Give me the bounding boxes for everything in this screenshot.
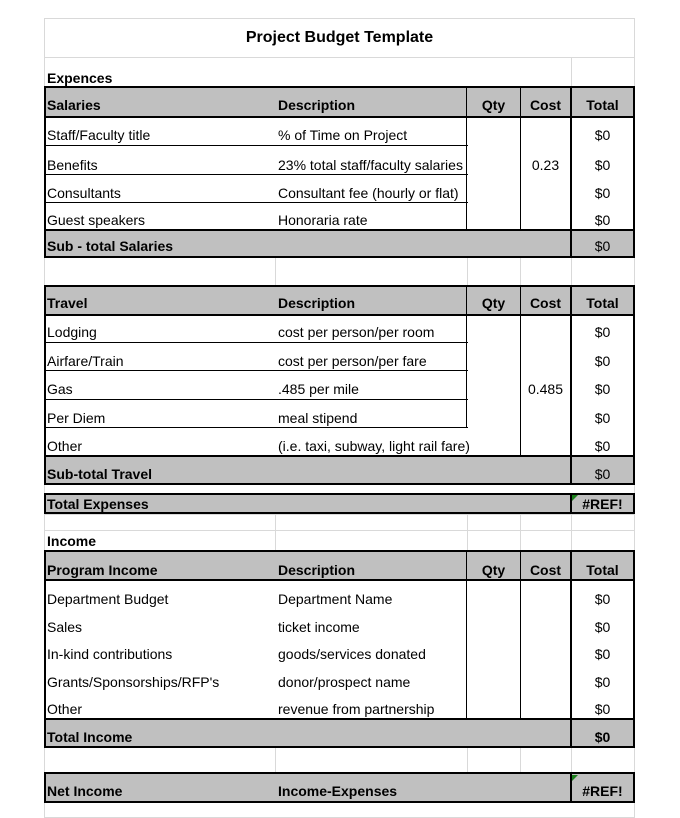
table-border [570,772,572,803]
travel-row-item[interactable]: Gas [47,381,73,397]
salaries-subtotal-value[interactable]: $0 [594,238,611,254]
salaries-row-description[interactable]: 23% total staff/faculty salaries [278,157,463,173]
total-expenses-label: Total Expenses [47,496,149,512]
travel-row-total[interactable]: $0 [594,438,611,454]
gridline [571,257,572,285]
salaries-cost-header: Cost [529,97,562,113]
gridline [275,514,276,550]
table-border [44,550,46,748]
gridline [520,748,521,772]
travel-row-item[interactable]: Lodging [47,324,97,340]
travel-row-item[interactable]: Airfare/Train [47,353,124,369]
table-border [44,550,635,552]
gridline [44,57,635,58]
income-row-description[interactable]: revenue from partnership [278,701,435,717]
table-border [466,550,467,719]
salaries-row-item[interactable]: Guest speakers [47,212,146,228]
gridline [520,514,521,550]
income-row-description[interactable]: goods/services donated [278,646,426,662]
table-border [44,512,635,514]
table-border [44,285,46,485]
table-border [44,202,468,203]
travel-qty-header: Qty [481,295,506,311]
income-row-item[interactable]: Department Budget [47,591,169,607]
gridline [467,748,468,772]
salaries-row-total[interactable]: $0 [594,185,611,201]
table-border [633,86,635,258]
income-description-header: Description [278,562,356,578]
table-border [44,116,635,118]
salaries-row-description[interactable]: % of Time on Project [278,127,408,143]
travel-header: Travel [47,295,88,311]
net-income-description: Income-Expenses [278,783,398,799]
gridline [571,514,572,550]
table-border [44,370,468,371]
table-border [44,427,468,428]
income-row-total[interactable]: $0 [594,646,611,662]
salaries-row-cost[interactable]: 0.23 [531,157,560,173]
salaries-row-item[interactable]: Consultants [47,185,121,201]
table-border [44,801,635,803]
salaries-row-total[interactable]: $0 [594,157,611,173]
table-border [44,86,635,88]
gridline [467,257,468,285]
salaries-row-description[interactable]: Consultant fee (hourly or flat) [278,185,459,201]
net-income-value[interactable]: #REF! [582,783,623,799]
table-border [570,550,572,748]
formula-error-indicator [572,495,578,501]
table-border [44,493,46,514]
income-row-description[interactable]: donor/prospect name [278,674,411,690]
table-border [466,285,467,427]
income-row-item[interactable]: Other [47,701,83,717]
table-border [44,145,468,146]
table-border [44,174,468,175]
travel-row-description[interactable]: cost per person/per fare [278,353,427,369]
travel-row-item[interactable]: Per Diem [47,410,106,426]
income-row-description[interactable]: ticket income [278,619,360,635]
travel-row-total[interactable]: $0 [594,381,611,397]
table-border [466,86,467,230]
salaries-qty-header: Qty [481,97,506,113]
table-border [44,285,635,287]
income-cost-header: Cost [529,562,562,578]
travel-row-description[interactable]: cost per person/per room [278,324,435,340]
travel-row-item[interactable]: Other [47,438,83,454]
salaries-row-total[interactable]: $0 [594,127,611,143]
income-row-total[interactable]: $0 [594,619,611,635]
travel-subtotal-label: Sub-total Travel [47,466,153,482]
salaries-total-header: Total [586,97,619,113]
salaries-header: Salaries [47,97,101,113]
program-income-header: Program Income [47,562,158,578]
table-border [44,399,468,400]
table-border [633,772,635,803]
table-border [520,550,521,719]
travel-row-description[interactable]: .485 per mile [278,381,359,397]
travel-row-description[interactable]: meal stipend [278,410,358,426]
table-border [44,772,635,774]
table-border [44,493,635,495]
gridline [571,58,572,86]
travel-description-header: Description [278,295,356,311]
table-border [633,550,635,748]
table-border [44,718,635,720]
table-border [44,772,46,803]
net-income-label: Net Income [47,783,123,799]
table-border [44,579,635,581]
table-border [44,342,468,343]
income-row-item[interactable]: Grants/Sponsorships/RFP's [47,674,220,690]
expences-section-label: Expences [47,70,113,86]
gridline [275,748,276,772]
income-row-item[interactable]: Sales [47,619,83,635]
income-row-total[interactable]: $0 [594,674,611,690]
table-border [570,493,572,514]
table-border [44,229,635,231]
travel-row-total[interactable]: $0 [594,324,611,340]
income-row-total[interactable]: $0 [594,591,611,607]
travel-cost-header: Cost [529,295,562,311]
gridline [520,257,521,285]
salaries-row-description[interactable]: Honoraria rate [278,212,368,228]
table-border [44,256,635,258]
travel-row-total[interactable]: $0 [594,353,611,369]
travel-row-description[interactable]: (i.e. taxi, subway, light rail fare) [278,438,470,454]
table-border [570,86,572,258]
total-income-value[interactable]: $0 [594,729,611,745]
table-border [44,314,635,316]
salaries-row-item[interactable]: Benefits [47,157,98,173]
page-title: Project Budget Template [245,28,434,46]
salaries-subtotal-label: Sub - total Salaries [47,238,174,254]
table-border [44,455,635,457]
gridline [44,514,635,515]
table-border [44,483,635,485]
total-income-label: Total Income [47,729,133,745]
income-section-label: Income [47,533,97,549]
table-border [633,285,635,485]
table-border [44,746,635,748]
travel-row-total[interactable]: $0 [594,410,611,426]
formula-error-indicator [572,775,578,781]
income-row-description[interactable]: Department Name [278,591,393,607]
gridline [571,748,572,772]
income-row-item[interactable]: In-kind contributions [47,646,173,662]
table-border [520,86,521,230]
salaries-row-item[interactable]: Staff/Faculty title [47,127,151,143]
travel-row-cost[interactable]: 0.485 [527,381,564,397]
gridline [467,514,468,550]
table-border [44,86,46,258]
salaries-row-total[interactable]: $0 [594,212,611,228]
travel-total-header: Total [586,295,619,311]
table-border [570,285,572,485]
travel-subtotal-value[interactable]: $0 [594,466,611,482]
income-row-total[interactable]: $0 [594,701,611,717]
table-border [520,285,521,456]
income-total-header: Total [586,562,619,578]
income-qty-header: Qty [481,562,506,578]
gridline [275,257,276,285]
table-border [633,493,635,514]
total-expenses-value[interactable]: #REF! [582,496,623,512]
salaries-description-header: Description [278,97,356,113]
